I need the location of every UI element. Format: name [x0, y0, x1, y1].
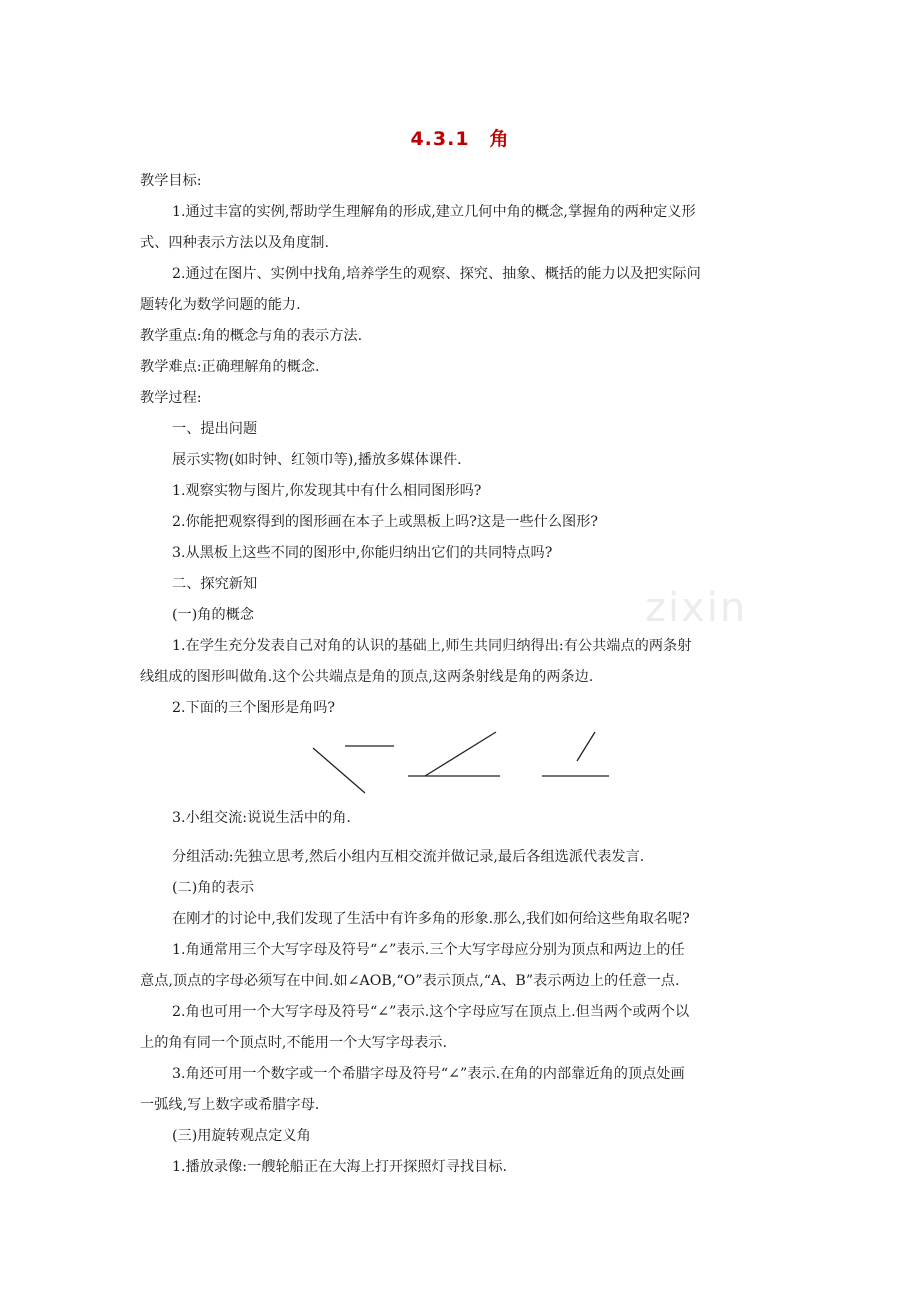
text-line: 2.下面的三个图形是角吗? [172, 700, 336, 716]
text-line: 上的角有同一个顶点时,不能用一个大写字母表示. [140, 1035, 447, 1051]
text-line: 教学目标: [140, 173, 202, 189]
page-title: 4.3.1 角 [410, 128, 510, 150]
text-line: 二、探究新知 [172, 576, 258, 592]
text-line: 3.从黑板上这些不同的图形中,你能归纳出它们的共同特点吗? [172, 545, 553, 561]
figure-3 [542, 732, 609, 776]
text-line: 一、提出问题 [172, 421, 258, 437]
text-line: (二)角的表示 [172, 880, 255, 896]
text-line: 教学难点:正确理解角的概念. [140, 359, 320, 375]
text-line: 一弧线,写上数字或希腊字母. [140, 1097, 320, 1113]
text-line: 1.在学生充分发表自己对角的认识的基础上,师生共同归纳得出:有公共端点的两条射 [172, 638, 692, 654]
text-line: 1.通过丰富的实例,帮助学生理解角的形成,建立几何中角的概念,掌握角的两种定义形 [172, 204, 696, 220]
text-line: 2.角也可用一个大写字母及符号“∠”表示.这个字母应写在顶点上.但当两个或两个以 [172, 1004, 690, 1020]
figure-2-ray-b [425, 732, 496, 776]
figure-2 [408, 732, 500, 776]
figure-3-segment-b [577, 732, 595, 761]
watermark: zixin [645, 585, 748, 631]
text-line: 1.角通常用三个大写字母及符号“∠”表示.三个大写字母应分别为顶点和两边上的任 [172, 942, 685, 958]
text-line: (三)用旋转观点定义角 [172, 1128, 311, 1144]
text-line: 线组成的图形叫做角.这个公共端点是角的顶点,这两条射线是角的两条边. [140, 669, 594, 685]
text-line: 教学过程: [140, 390, 202, 406]
text-line: 2.你能把观察得到的图形画在本子上或黑板上吗?这是一些什么图形? [172, 514, 599, 530]
text-line: (一)角的概念 [172, 607, 255, 623]
text-line: 意点,顶点的字母必须写在中间.如∠AOB,“O”表示顶点,“A、B”表示两边上的任意一点. [140, 973, 680, 989]
text-line: 1.播放录像:一艘轮船正在大海上打开探照灯寻找目标. [172, 1159, 507, 1175]
text-line: 教学重点:角的概念与角的表示方法. [140, 328, 363, 344]
figure-1-segment-b [313, 748, 365, 793]
text-line: 分组活动:先独立思考,然后小组内互相交流并做记录,最后各组选派代表发言. [172, 849, 645, 865]
text-line: 式、四种表示方法以及角度制. [140, 235, 329, 251]
text-line: 2.通过在图片、实例中找角,培养学生的观察、探究、抽象、概括的能力以及把实际问 [172, 266, 701, 282]
text-line: 题转化为数学问题的能力. [140, 297, 301, 313]
text-line: 3.小组交流:说说生活中的角. [172, 810, 351, 826]
text-line: 1.观察实物与图片,你发现其中有什么相同图形吗? [172, 483, 482, 499]
figure-1 [313, 746, 394, 793]
text-line: 在刚才的讨论中,我们发现了生活中有许多角的形象.那么,我们如何给这些角取名呢? [172, 911, 690, 927]
text-line: 3.角还可用一个数字或一个希腊字母及符号“∠”表示.在角的内部靠近角的顶点处画 [172, 1066, 685, 1082]
angle-figures [300, 726, 630, 796]
text-line: 展示实物(如时钟、红领巾等),播放多媒体课件. [172, 452, 462, 468]
